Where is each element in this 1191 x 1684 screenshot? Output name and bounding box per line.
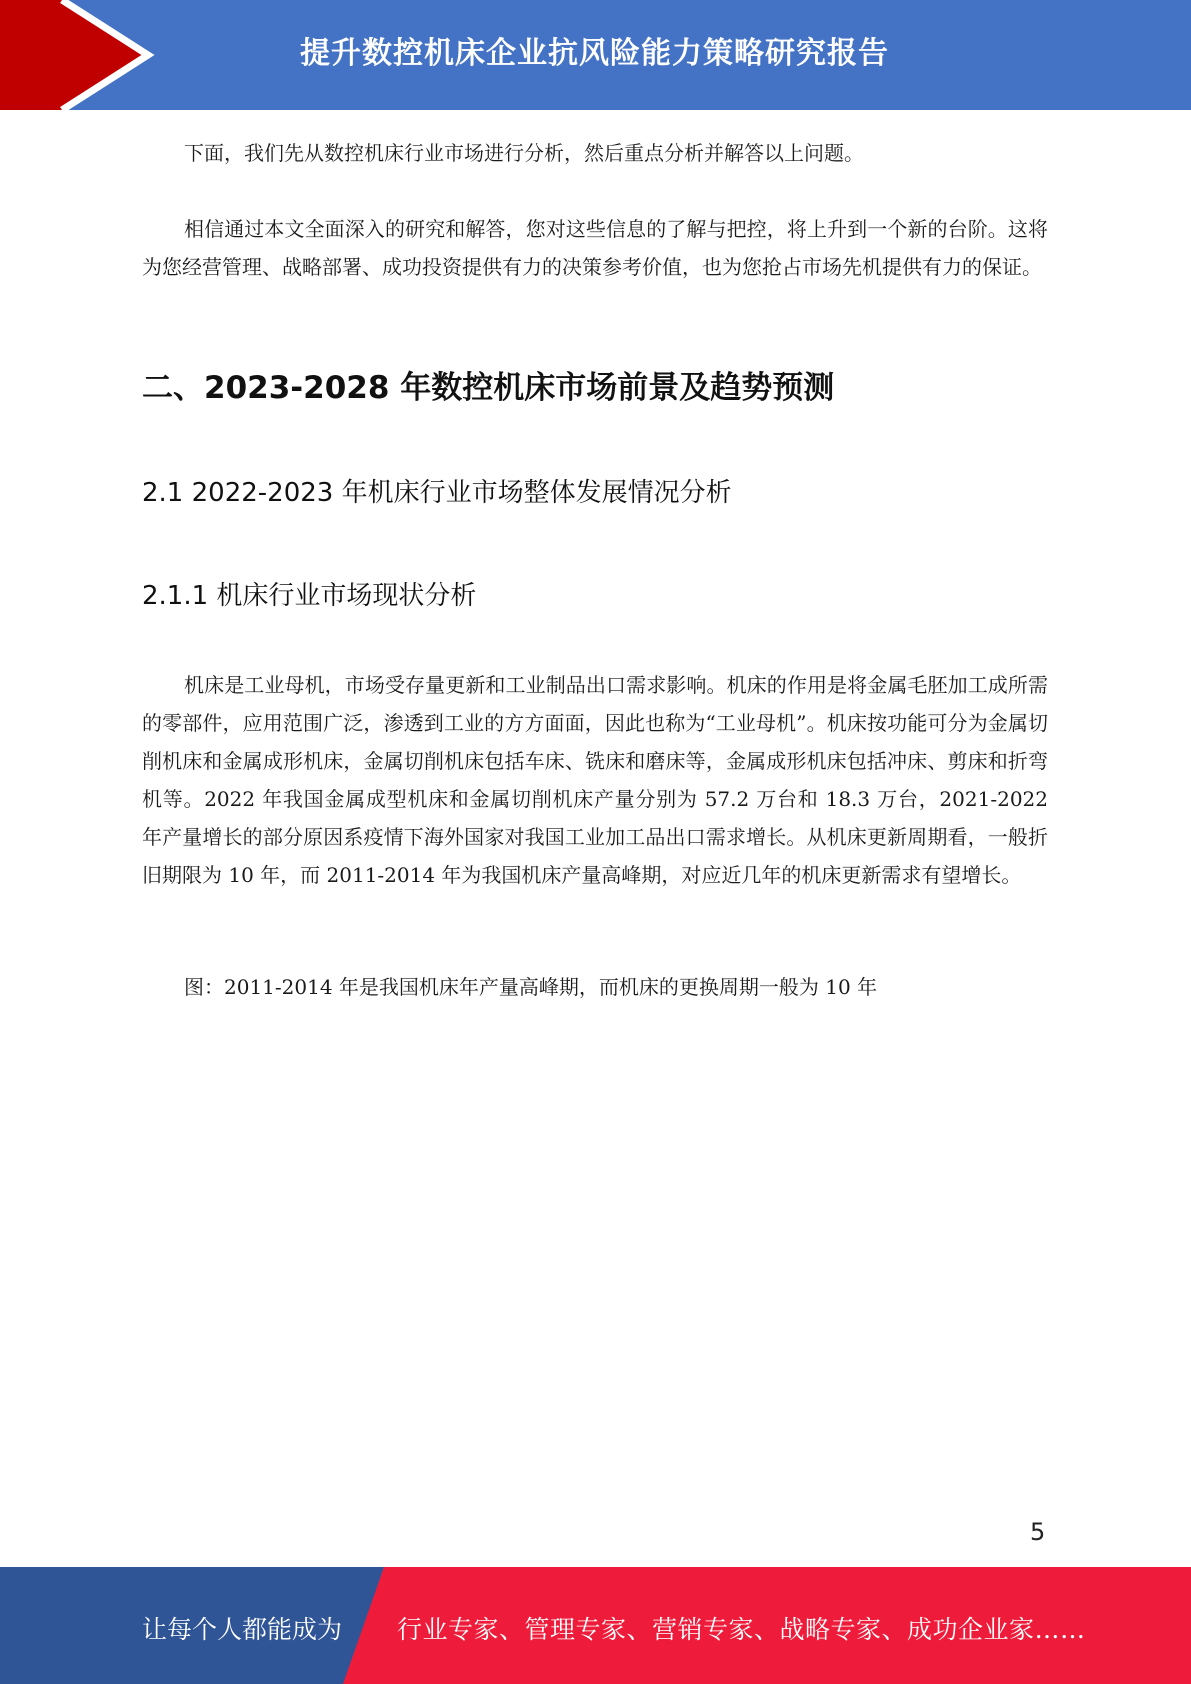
figure-caption: 图：2011-2014 年是我国机床年产量高峰期，而机床的更换周期一般为 10 年 <box>184 975 878 999</box>
intro-paragraph: 下面，我们先从数控机床行业市场进行分析，然后重点分析并解答以上问题。 <box>184 141 864 165</box>
market-paragraph: 机床是工业母机，市场受存量更新和工业制品出口需求影响。机床的作用是将金属毛胚加工成所需的零部件，应用范围广泛，渗透到工业的方方面面，因此也称为“工业母机”。机床按功能可分为金属切削机床和金属成形机床，金属切削机床包括车床、铣床和磨床等，金属成形机床包括冲床、剪床和折弯机等。2022 年我国金属成型机床和金属切削机床产量分别为 57.2 万台和 18.3 万台，2021-2022 年产量增长的部分原因系疫情下海外国家对我国工业加工品出口需求增长。从机床更新周期看，一般折旧期限为 10 年，而 2011-2014 年为我国机床产量高峰期，对应近几年的机床更新需求有望增长。 <box>142 673 1048 887</box>
section-heading: 二、2023-2028 年数控机床市场前景及趋势预测 <box>142 370 835 406</box>
sub-subsection-heading: 2.1.1 机床行业市场现状分析 <box>142 581 477 611</box>
subsection-heading: 2.1 2022-2023 年机床行业市场整体发展情况分析 <box>142 478 732 508</box>
document-title: 提升数控机床企业抗风险能力策略研究报告 <box>300 36 889 71</box>
footer-slogan-right: 行业专家、管理专家、营销专家、战略专家、成功企业家…… <box>397 1615 1086 1644</box>
page-number: 5 <box>1030 1518 1046 1546</box>
value-paragraph: 相信通过本文全面深入的研究和解答，您对这些信息的了解与把控，将上升到一个新的台阶。这将为您经营管理、战略部署、成功投资提供有力的决策参考价值，也为您抢占市场先机提供有力的保证。 <box>142 217 1048 279</box>
footer-slogan-left: 让每个人都能成为 <box>142 1615 343 1644</box>
footer-band <box>0 1567 1191 1684</box>
header-band <box>0 0 1191 110</box>
